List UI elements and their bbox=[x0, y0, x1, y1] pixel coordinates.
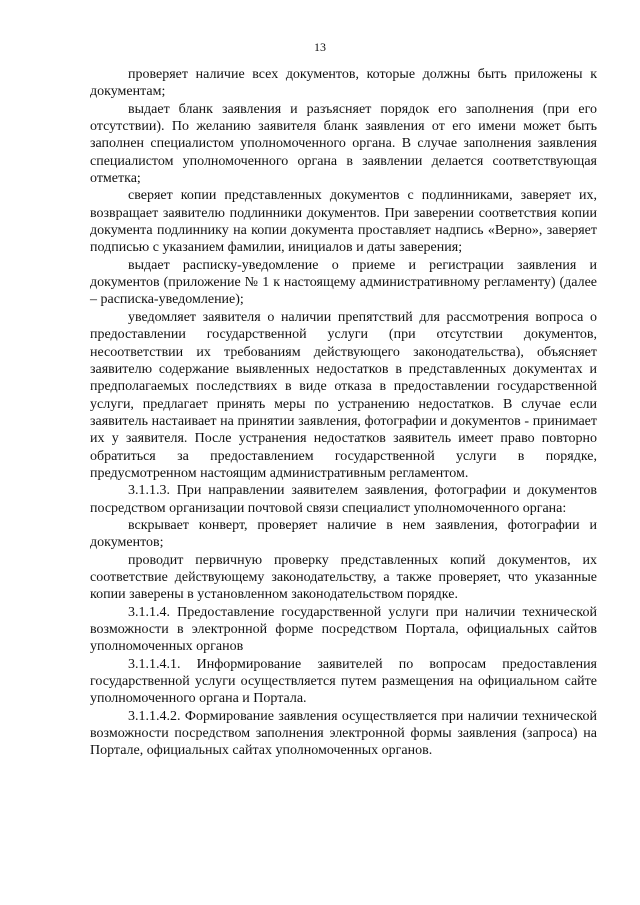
paragraph-issue-form: выдает бланк заявления и разъясняет порядок его заполнения (при его отсутствии). По желанию заявителя бланк заявления от его имени может быть заполнен специалистом уполномоченного органа. В случае заполнения заявления специалистом уполномоченного органа в заявлении делается соответствующая отметка; bbox=[90, 101, 597, 187]
document-body bbox=[90, 66, 597, 760]
paragraph-issue-receipt: выдает расписку-уведомление о приеме и регистрации заявления и документов (приложение № 1 к настоящему административному регламенту) (далее – расписка-уведомление); bbox=[90, 257, 597, 308]
paragraph-open-envelope: вскрывает конверт, проверяет наличие в нем заявления, фотографии и документов; bbox=[90, 517, 597, 551]
paragraph-section-3-1-1-4-2: 3.1.1.4.2. Формирование заявления осуществляется при наличии технической возможности посредством заполнения электронной формы заявления (запроса) на Портале, официальных сайтах уполномоченных органов. bbox=[90, 708, 597, 759]
paragraph-section-3-1-1-4: 3.1.1.4. Предоставление государственной услуги при наличии технической возможности в электронной форме посредством Портала, официальных сайтов уполномоченных органов bbox=[90, 604, 597, 655]
paragraph-notify-obstacles: уведомляет заявителя о наличии препятствий для рассмотрения вопроса о предоставлении государственной услуги (при отсутствии документов, несоответствии их требованиям действующего законодательства), объясняет заявителю содержание выявленных недостатков в представленных документах и предполагаемых последствиях в виде отказа в предоставлении государственной услуги, предлагает принять меры по устранению недостатков. В случае если заявитель настаивает на принятии заявления, фотографии и документов - принимает их у заявителя. После устранения недостатков заявитель имеет право повторно обратиться за предоставлением государственной услуги в порядке, предусмотренном настоящим административным регламентом. bbox=[90, 309, 597, 481]
paragraph-verify-copies: сверяет копии представленных документов с подлинниками, заверяет их, возвращает заявителю подлинники документов. При заверении соответствия копии документа подлиннику на копии документа проставляет надпись «Верно», заверяет подписью с указанием фамилии, инициалов и даты заверения; bbox=[90, 188, 597, 256]
paragraph-primary-check: проводит первичную проверку представленных копий документов, их соответствие действующему законодательству, а также проверяет, что указанные копии заверены в установленном законодательством порядке. bbox=[90, 552, 597, 603]
paragraph-section-3-1-1-4-1: 3.1.1.4.1. Информирование заявителей по вопросам предоставления государственной услуги осуществляется путем размещения на официальном сайте уполномоченного органа и Портала. bbox=[90, 656, 597, 707]
page-number: 13 bbox=[314, 40, 326, 54]
paragraph-check-documents: проверяет наличие всех документов, которые должны быть приложены к документам; bbox=[90, 67, 597, 100]
paragraph-section-3-1-1-3: 3.1.1.3. При направлении заявителем заявления, фотографии и документов посредством организации почтовой связи специалист уполномоченного органа: bbox=[90, 483, 597, 516]
